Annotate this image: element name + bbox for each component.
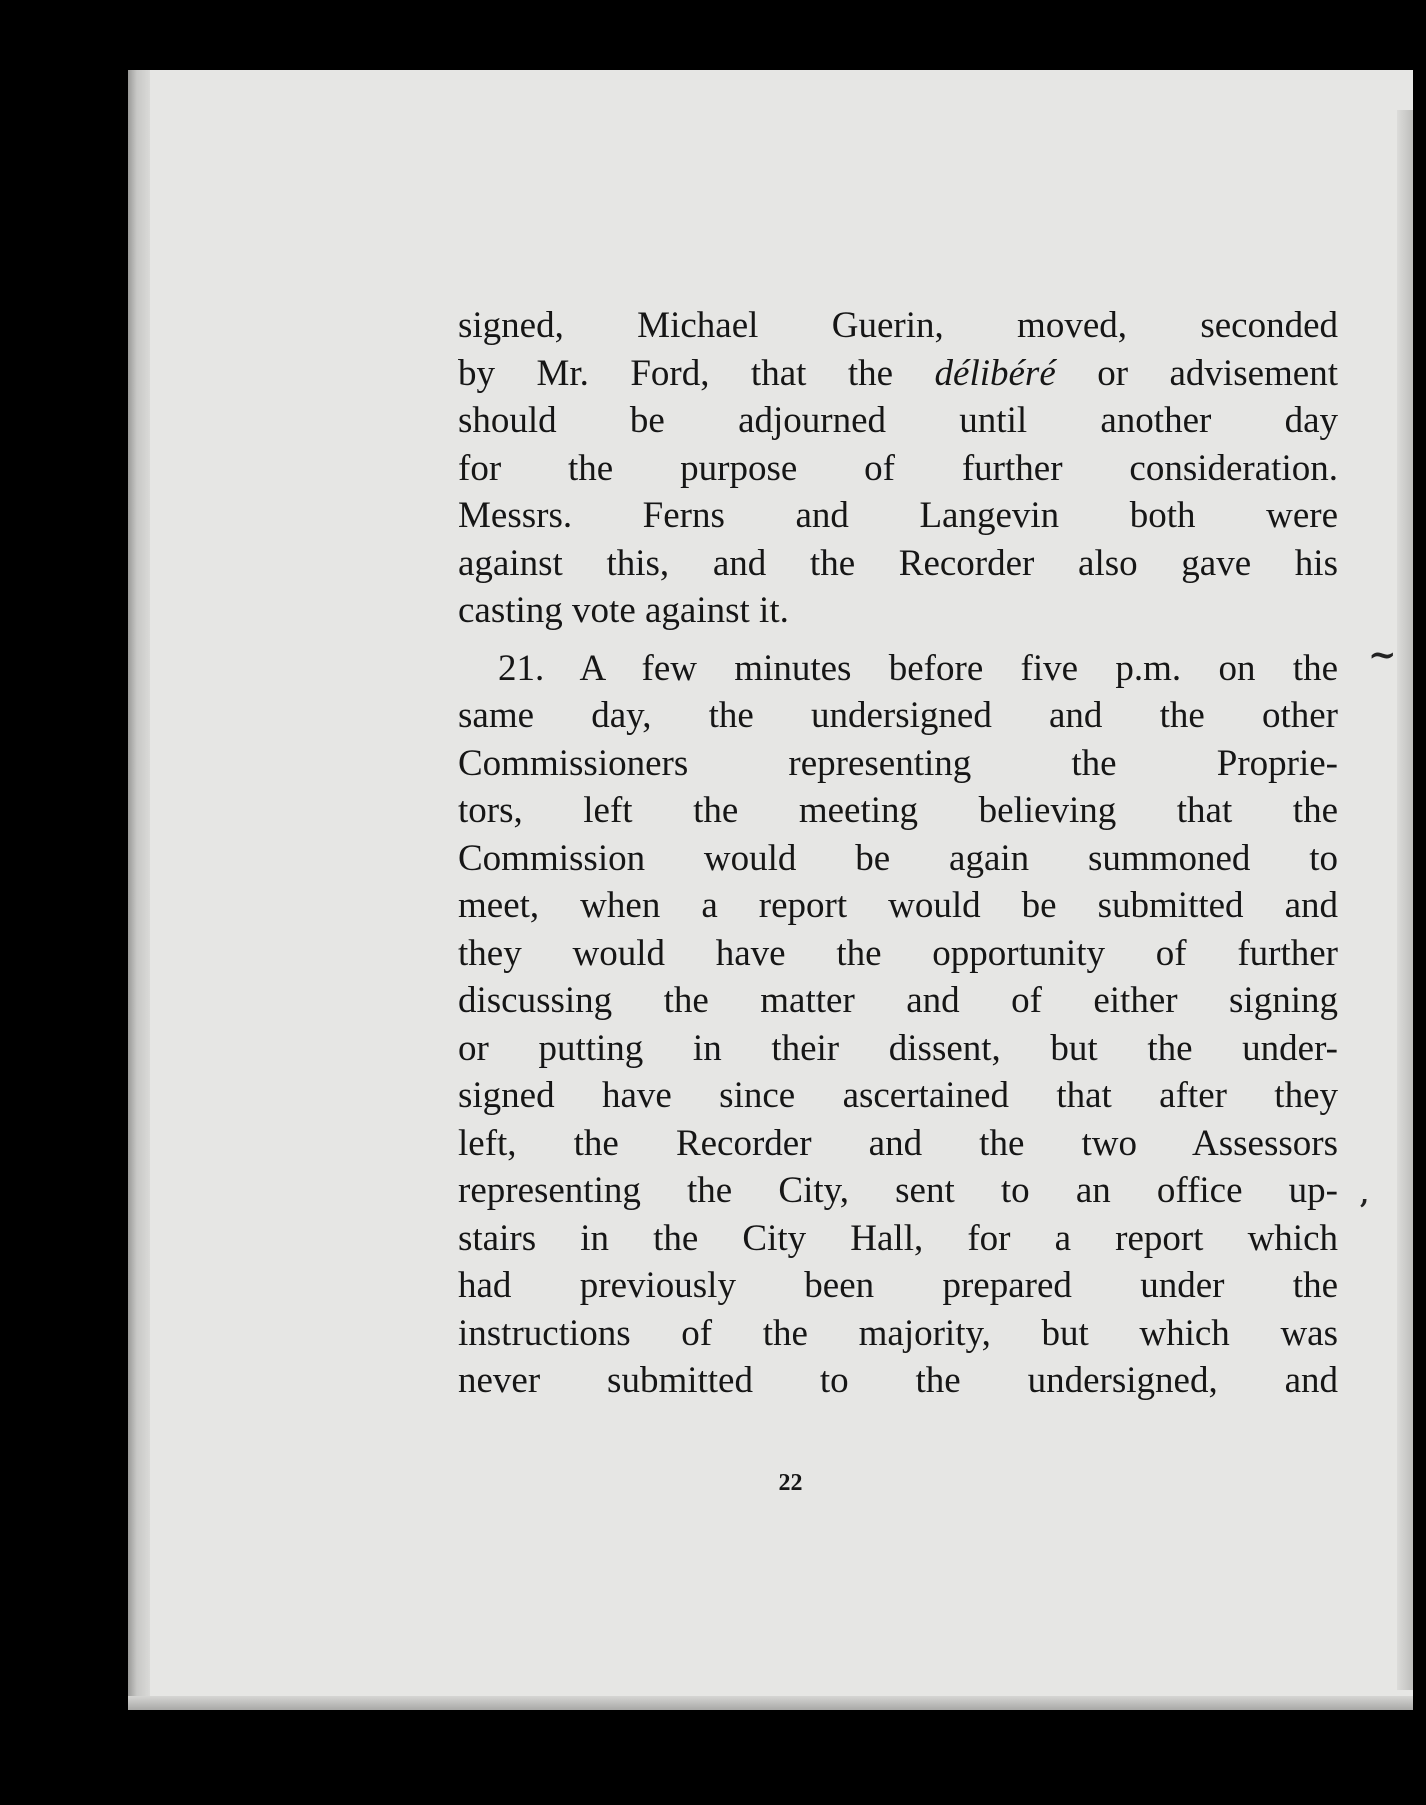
text-line: by Mr. Ford, that the délibéré or advisement	[458, 352, 1338, 394]
text-line: same day, the undersigned and the other	[458, 695, 1338, 736]
text-line: Commission would be again summoned to	[458, 837, 1338, 879]
margin-smudge-mark: ,	[1360, 1180, 1370, 1210]
text-line: or putting in their dissent, but the under-	[458, 1027, 1338, 1069]
text-line: for the purpose of further consideration.	[458, 447, 1338, 489]
text-line: had previously been prepared under the	[458, 1265, 1338, 1306]
book-page	[128, 70, 1413, 1710]
text-line: Messrs. Ferns and Langevin both were	[458, 495, 1338, 536]
text-line: tors, left the meeting believing that the	[458, 790, 1338, 831]
text-line-content: 21. A few minutes before five p.m. on the	[498, 647, 1338, 689]
page-binding-edge	[128, 70, 150, 1710]
margin-smudge-mark: ~	[1368, 635, 1397, 675]
text-line: signed have since ascertained that after they	[458, 1075, 1338, 1116]
text-line: against this, and the Recorder also gave his	[458, 542, 1338, 584]
page-bottom-edge	[128, 1696, 1413, 1710]
text-line: Commissioners representing the Proprie-	[458, 742, 1338, 784]
text-line: left, the Recorder and the two Assessors	[458, 1122, 1338, 1164]
text-line: casting vote against it.	[458, 590, 789, 631]
text-line: they would have the opportunity of further	[458, 932, 1338, 974]
page-number: 22	[778, 1470, 803, 1496]
text-line: meet, when a report would be submitted and	[458, 885, 1338, 926]
page-right-edge	[1397, 110, 1413, 1690]
text-line: signed, Michael Guerin, moved, seconded	[458, 305, 1338, 346]
text-line: representing the City, sent to an office up-	[458, 1170, 1338, 1211]
text-line: never submitted to the undersigned, and	[458, 1360, 1338, 1401]
text-line	[458, 645, 1338, 693]
text-line: discussing the matter and of either signing	[458, 980, 1338, 1021]
paragraph-gap	[458, 635, 1338, 645]
text-line: instructions of the majority, but which was	[458, 1312, 1338, 1354]
italic-word: délibéré	[934, 352, 1056, 394]
body-text	[458, 302, 1338, 1405]
text-line: should be adjourned until another day	[458, 400, 1338, 441]
text-line: stairs in the City Hall, for a report which	[458, 1217, 1338, 1259]
